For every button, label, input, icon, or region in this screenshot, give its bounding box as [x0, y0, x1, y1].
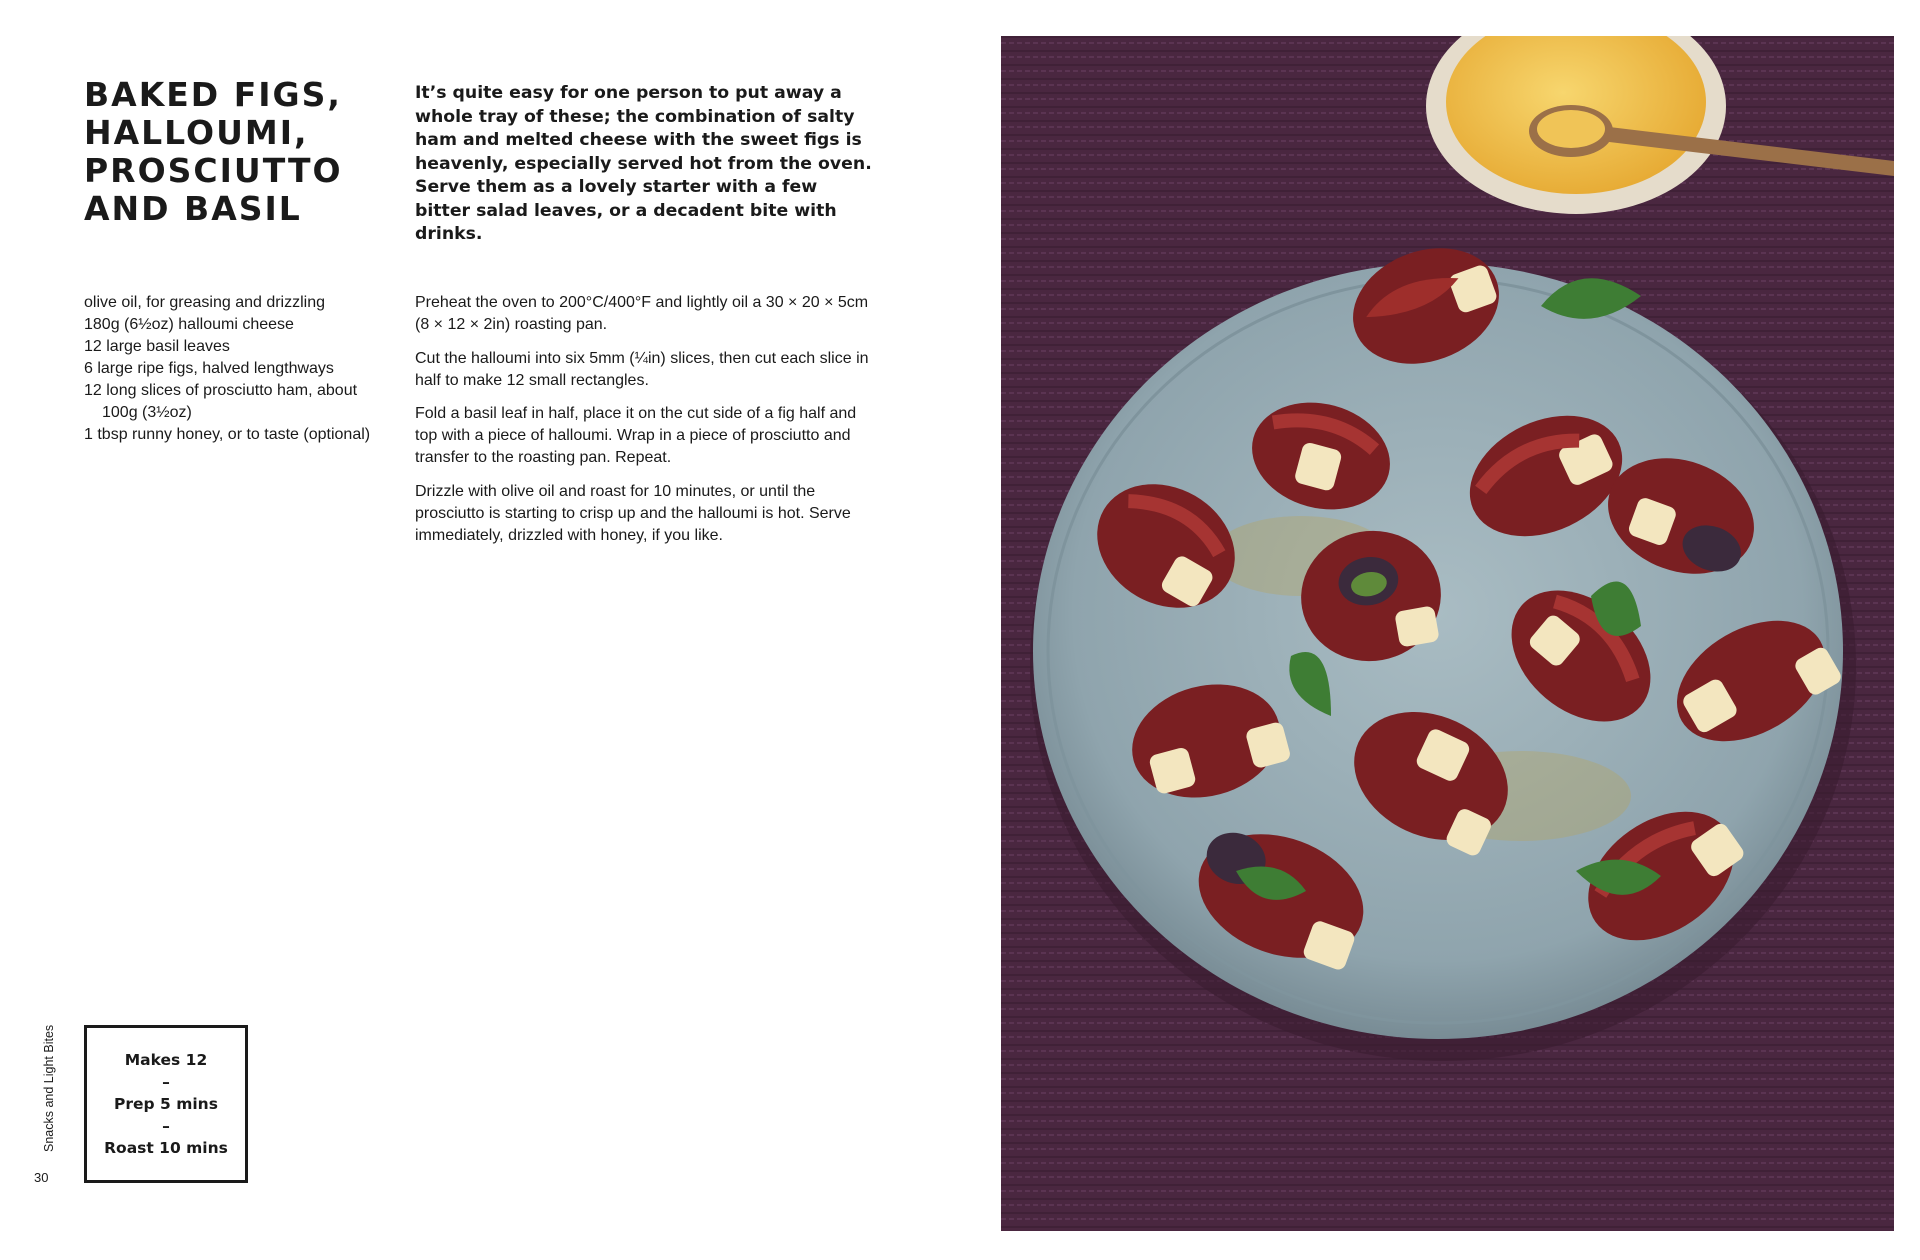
ingredient-item: 12 large basil leaves — [84, 338, 230, 355]
title-line: HALLOUMI, — [84, 113, 309, 152]
ingredient-item: olive oil, for greasing and drizzling — [84, 294, 326, 311]
recipe-intro: It’s quite easy for one person to put away a whole tray of these; the combination of salty ham and melted cheese with the sweet figs is heavenly, especially served hot from the oven. Serve them as a lovely starter with a few bitter salad leaves, or a decadent bite with drinks. — [415, 83, 872, 244]
ingredient-item: 180g (6½oz) halloumi cheese — [84, 316, 294, 333]
method-step: Fold a basil leaf in half, place it on the cut side of a fig half and top with a piece of halloumi. Wrap in a piece of prosciutto and transfer to the roasting pan. Repeat. — [415, 405, 857, 466]
recipe-title — [84, 76, 374, 228]
title-line: PROSCIUTTO — [84, 151, 343, 190]
method-step: Drizzle with olive oil and roast for 10 minutes, or until the prosciutto is starting to crisp up and the halloumi is hot. Serve immediately, drizzled with honey, if you like. — [415, 482, 851, 544]
title-line: AND BASIL — [84, 189, 302, 228]
ingredients-list — [84, 292, 384, 446]
roast-time-text: Roast 10 mins — [104, 1139, 228, 1157]
prep-time-text: Prep 5 mins — [114, 1095, 218, 1113]
makes-text: Makes 12 — [124, 1051, 208, 1069]
method-step: Cut the halloumi into six 5mm (¼in) slices, then cut each slice in half to make 12 small rectangles. — [415, 349, 869, 389]
method-steps — [415, 292, 875, 558]
info-separator: – — [162, 1073, 170, 1091]
page-number: 30 — [34, 1170, 49, 1185]
info-separator: – — [162, 1117, 170, 1135]
ingredient-item: 12 long slices of prosciutto ham, about 100g (3½oz) — [84, 382, 358, 421]
method-step: Preheat the oven to 200°C/400°F and lightly oil a 30 × 20 × 5cm (8 × 12 × 2in) roasting pan. — [415, 294, 869, 333]
title-line: BAKED FIGS, — [84, 75, 342, 114]
recipe-info-box — [84, 1025, 248, 1183]
food-photo — [1001, 36, 1894, 1231]
ingredient-item: 1 tbsp runny honey, or to taste (optional) — [84, 426, 371, 443]
section-label: Snacks and Light Bites — [42, 1024, 56, 1152]
ingredient-item: 6 large ripe figs, halved lengthways — [84, 360, 334, 377]
